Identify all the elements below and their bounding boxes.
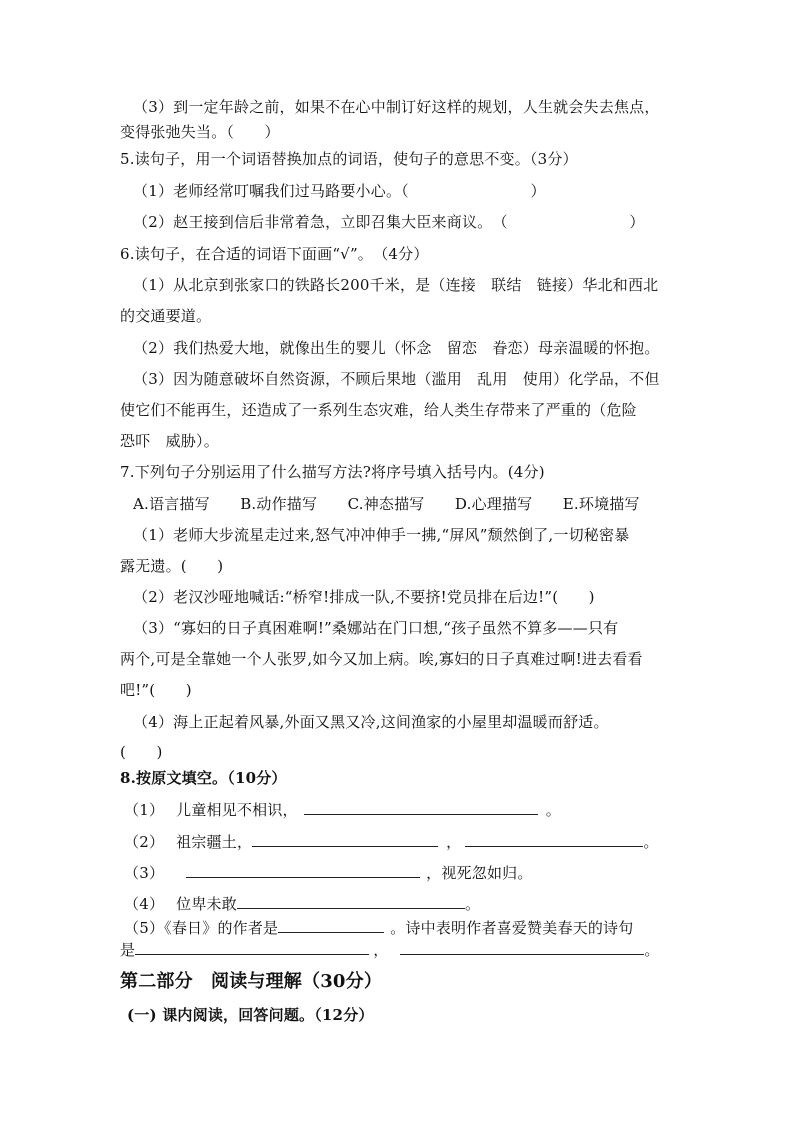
line-7: （1）从北京到张家口的铁路长200千米，是（连接 联结 链接）华北和西北	[133, 276, 659, 294]
item-sep: ，	[446, 833, 462, 851]
line-11: 使它们不能再生，还造成了一系列生态灾难，给人类生存带来了严重的（危险	[120, 401, 637, 419]
blank-line[interactable]	[400, 940, 644, 955]
q6-title: 6.读句子，在合适的词语下面画“√”。 （4分）	[120, 245, 429, 263]
item-end: 。	[545, 801, 561, 819]
blank-line[interactable]	[465, 832, 643, 847]
item-text: 儿童相见不相识，	[176, 801, 298, 819]
q8-item-5	[124, 918, 633, 938]
item-text: （5）《春日》的作者是	[124, 919, 279, 937]
line-18: （3）“寡妇的日子真困难啊!”桑娜站在门口想,“孩子虽然不算多——只有	[133, 619, 619, 637]
item-sep: ，	[373, 941, 389, 959]
item-end: 。	[643, 833, 659, 851]
line-8: 的交通要道。	[120, 307, 212, 325]
line-9: （2）我们热爱大地，就像出生的婴儿（怀念 留恋 眷恋）母亲温暖的怀抱。	[133, 339, 660, 357]
q8-item-3	[124, 863, 533, 883]
q7-options: A.语言描写 B.动作描写 C.神态描写 D.心理描写 E.环境描写	[133, 495, 640, 513]
part2-title: 第二部分 阅读与理解（30分）	[120, 971, 383, 992]
blank-line[interactable]	[237, 894, 465, 909]
line-5: （2）赵王接到信后非常着急，立即召集大臣来商议。 （ ）	[133, 213, 645, 231]
blank-line[interactable]	[252, 832, 438, 847]
blank-line[interactable]	[304, 800, 538, 815]
item-number: （2）	[124, 833, 165, 851]
q5-title: 5.读句子，用一个词语替换加点的词语，使句子的意思不变。（3分）	[120, 150, 578, 168]
line-4: （1）老师经常叮嘱我们过马路要小心。（ ）	[133, 182, 546, 200]
item-text: ，视死忽如归。	[426, 864, 533, 882]
line-2: 变得张弛失当。（ ）	[120, 123, 280, 141]
line-22: ( )	[120, 743, 163, 761]
item-number: （4）	[124, 895, 165, 913]
item-text: 是	[120, 941, 136, 959]
line-15: （1）老师大步流星走过来,怒气冲冲伸手一拂,“屏风”颓然倒了,一切秘密暴	[133, 526, 630, 544]
q8-item-2	[124, 832, 659, 852]
blank-line[interactable]	[186, 863, 420, 878]
blank-line[interactable]	[135, 940, 369, 955]
line-21: （4）海上正起着风暴,外面又黑又冷,这间渔家的小屋里却温暖而舒适。	[133, 713, 609, 731]
item-end: 。	[644, 941, 660, 959]
item-text: 位卑未敢	[176, 895, 237, 913]
item-end: 。	[464, 895, 481, 913]
line-10: （3）因为随意破坏自然资源，不顾后果地（滥用 乱用 使用）化学品，不但	[133, 370, 660, 388]
item-number: （3）	[124, 864, 165, 882]
line-20: 吧!”( )	[120, 681, 192, 699]
line-1: （3）到一定年龄之前，如果不在心中制订好这样的规划，人生就会失去焦点，	[133, 98, 660, 116]
part2-subtitle: (一) 课内阅读，回答问题。（12分）	[127, 1006, 374, 1024]
line-19: 两个,可是全靠她一个人张罗,如今又加上病。唉,寡妇的日子真难过啊!进去看看	[120, 650, 643, 668]
line-16: 露无遗。( )	[120, 557, 224, 575]
line-12: 恐吓 威胁）。	[120, 432, 219, 450]
q8-item-4	[124, 894, 480, 914]
q8-title: 8.按原文填空。（10分）	[120, 769, 287, 787]
q8-item-5-line-2	[120, 940, 660, 960]
q8-item-1	[124, 800, 561, 820]
item-number: （1）	[124, 801, 165, 819]
blank-line[interactable]	[278, 918, 384, 933]
item-text-2: 。诗中表明作者喜爱赞美春天的诗句	[390, 919, 634, 937]
line-17: （2）老汉沙哑地喊话:“桥窄!排成一队,不要挤!党员排在后边!”( )	[133, 588, 595, 606]
item-text: 祖宗疆土，	[176, 833, 253, 851]
q7-title: 7.下列句子分别运用了什么描写方法?将序号填入括号内。(4分)	[120, 463, 545, 481]
